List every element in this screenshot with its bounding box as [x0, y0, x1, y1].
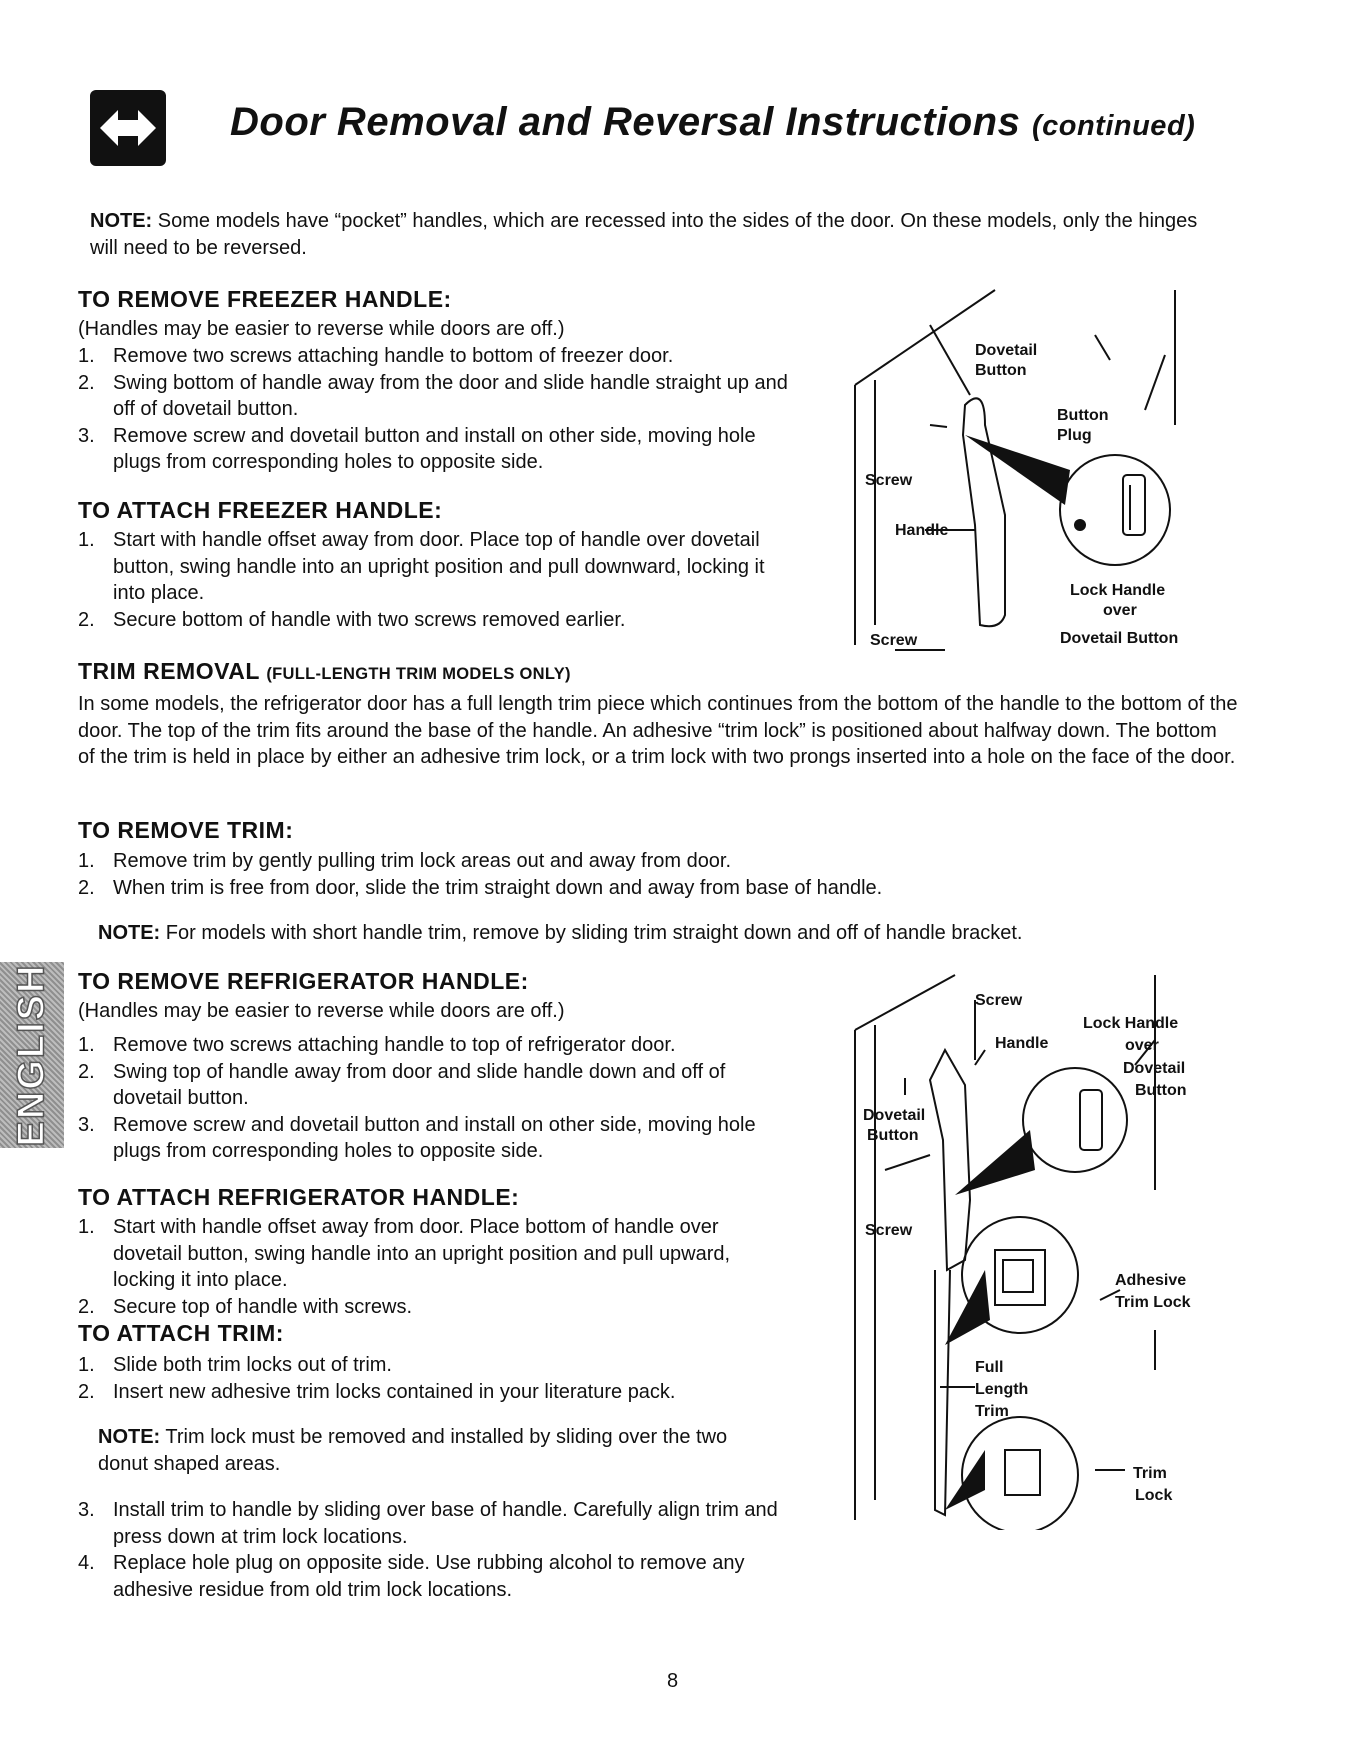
list-item: 2. When trim is free from door, slide the trim straight down and away from base of handle.	[78, 876, 883, 899]
remove-fridge-intro: (Handles may be easier to reverse while doors are off.)	[78, 1000, 565, 1022]
remove-freezer-steps	[78, 343, 788, 476]
page-number: 8	[666, 1670, 679, 1692]
label-screw-bottom: Screw	[870, 632, 918, 649]
door-top-edge	[855, 975, 955, 1030]
middle-pointer-wedge	[945, 1270, 990, 1345]
label-handle: Handle	[995, 1035, 1049, 1052]
label-button: Button	[1135, 1082, 1187, 1099]
label-handle: Handle	[895, 522, 949, 539]
freezer-handle-diagram	[835, 285, 1225, 660]
label-full: Full	[975, 1359, 1004, 1376]
label-trim: Trim	[975, 1403, 1009, 1420]
label-adhesive: Adhesive	[1115, 1272, 1187, 1289]
refrigerator-handle-shape	[930, 1050, 970, 1270]
attach-trim-steps-continued	[78, 1497, 778, 1603]
detail-pointer-wedge	[965, 435, 1070, 505]
trim-removal-text: In some models, the refrigerator door has a full length trim piece which continues from the bottom of the handle to the bottom of the door. The top of the trim fits around the base of the handle. An adhesive “trim lock” is positioned about halfway down. The bottom of the trim is held in place by either an adhesive trim lock, or a trim lock with two prongs inserted into a hole on the face of the door.	[78, 693, 1238, 768]
attach-trim-steps	[78, 1352, 778, 1405]
label-dovetail: Dovetail	[1123, 1060, 1186, 1077]
heading-attach-trim: TO ATTACH TRIM:	[78, 1320, 284, 1346]
heading-attach-freezer-handle: TO ATTACH FREEZER HANDLE:	[78, 497, 443, 523]
label-dovetail-button-lock: Dovetail Button	[1060, 630, 1179, 647]
heading-attach-refrigerator-handle: TO ATTACH REFRIGERATOR HANDLE:	[78, 1184, 520, 1210]
label-over: over	[1125, 1037, 1159, 1054]
note-trim-lock: NOTE: Trim lock must be removed and installed by sliding over the two donut shaped areas.	[98, 1426, 728, 1475]
language-tab: ENGLISH	[0, 962, 64, 1148]
door-top-edge	[855, 290, 995, 385]
list-item: 1. Slide both trim locks out of trim.	[78, 1354, 392, 1376]
list-item: 1. Remove two screws attaching handle to bottom of freezer door.	[78, 345, 674, 367]
list-item: 1. Start with handle offset away from door. Place top of handle over dovetail button, swing handle into an upright position and pull downward, locking it into place.	[78, 529, 765, 604]
attach-fridge-steps	[78, 1214, 788, 1320]
list-item: 2. Secure bottom of handle with two screws removed earlier.	[78, 608, 626, 631]
attach-freezer-steps	[78, 527, 778, 633]
freezer-handle-shape	[963, 398, 1005, 626]
label-screw-left: Screw	[865, 1222, 913, 1239]
list-item: 2. Insert new adhesive trim locks contained in your literature pack.	[78, 1380, 676, 1403]
note-pocket-handles: NOTE: Some models have “pocket” handles, which are recessed into the sides of the door. On these models, only the hinges will need to be reversed.	[90, 210, 1198, 259]
list-item: 3. Remove screw and dovetail button and install on other side, moving hole plugs from corresponding holes to opposite side.	[78, 1113, 756, 1162]
detail-circle	[1060, 455, 1170, 565]
list-item: 4. Replace hole plug on opposite side. Use rubbing alcohol to remove any adhesive residue from old trim lock locations.	[78, 1552, 745, 1601]
label-dovetail-button: Button	[975, 362, 1027, 379]
list-item: 1. Start with handle offset away from door. Place bottom of handle over dovetail button, swing handle into an upright position and pull upward, locking it into place.	[78, 1216, 731, 1291]
page-title: Door Removal and Reversal Instructions (continued)	[230, 100, 1196, 144]
label-screw: Screw	[975, 992, 1023, 1009]
label-trim-bottom: Trim	[1133, 1465, 1167, 1482]
remove-freezer-intro: (Handles may be easier to reverse while doors are off.)	[78, 318, 565, 340]
label-dovetail-left: Dovetail	[863, 1107, 926, 1124]
label-screw-top: Screw	[865, 472, 913, 489]
heading-remove-freezer-handle: TO REMOVE FREEZER HANDLE:	[78, 286, 452, 312]
label-over: over	[1103, 602, 1137, 619]
label-button: Button	[1057, 407, 1109, 424]
double-arrow-icon	[90, 90, 166, 166]
heading-remove-trim: TO REMOVE TRIM:	[78, 817, 294, 843]
list-item: 2. Swing top of handle away from door and slide handle down and off of dovetail button.	[78, 1060, 726, 1109]
list-item: 2. Secure top of handle with screws.	[78, 1295, 413, 1318]
label-button-left: Button	[867, 1127, 919, 1144]
label-lock-bottom: Lock	[1135, 1487, 1173, 1504]
label-lock-handle: Lock Handle	[1070, 582, 1166, 599]
heading-trim-removal: TRIM REMOVAL (FULL-LENGTH TRIM MODELS ONLY)	[78, 658, 571, 684]
list-item: 3. Remove screw and dovetail button and install on other side, moving hole plugs from corresponding holes to opposite side.	[78, 424, 756, 473]
label-plug: Plug	[1057, 427, 1092, 444]
list-item: 2. Swing bottom of handle away from the door and slide handle straight up and off of dovetail button.	[78, 371, 788, 420]
list-item: 1. Remove two screws attaching handle to top of refrigerator door.	[78, 1034, 676, 1056]
label-length: Length	[975, 1381, 1029, 1398]
label-trim-lock-adhesive: Trim Lock	[1115, 1294, 1191, 1311]
label-lock-handle: Lock Handle	[1083, 1015, 1179, 1032]
list-item: 3. Install trim to handle by sliding over base of handle. Carefully align trim and press down at trim lock locations.	[78, 1499, 778, 1548]
refrigerator-handle-diagram	[835, 970, 1225, 1530]
label-dovetail: Dovetail	[975, 342, 1038, 359]
note-short-handle-trim: NOTE: For models with short handle trim, remove by sliding trim straight down and off of handle bracket.	[98, 922, 1023, 944]
list-item: 1. Remove trim by gently pulling trim lock areas out and away from door.	[78, 850, 732, 872]
detail-circle-top	[1023, 1068, 1127, 1172]
remove-fridge-steps	[78, 1032, 788, 1165]
full-length-trim	[935, 1270, 950, 1515]
heading-remove-refrigerator-handle: TO REMOVE REFRIGERATOR HANDLE:	[78, 968, 529, 994]
remove-trim-steps	[78, 848, 1178, 901]
